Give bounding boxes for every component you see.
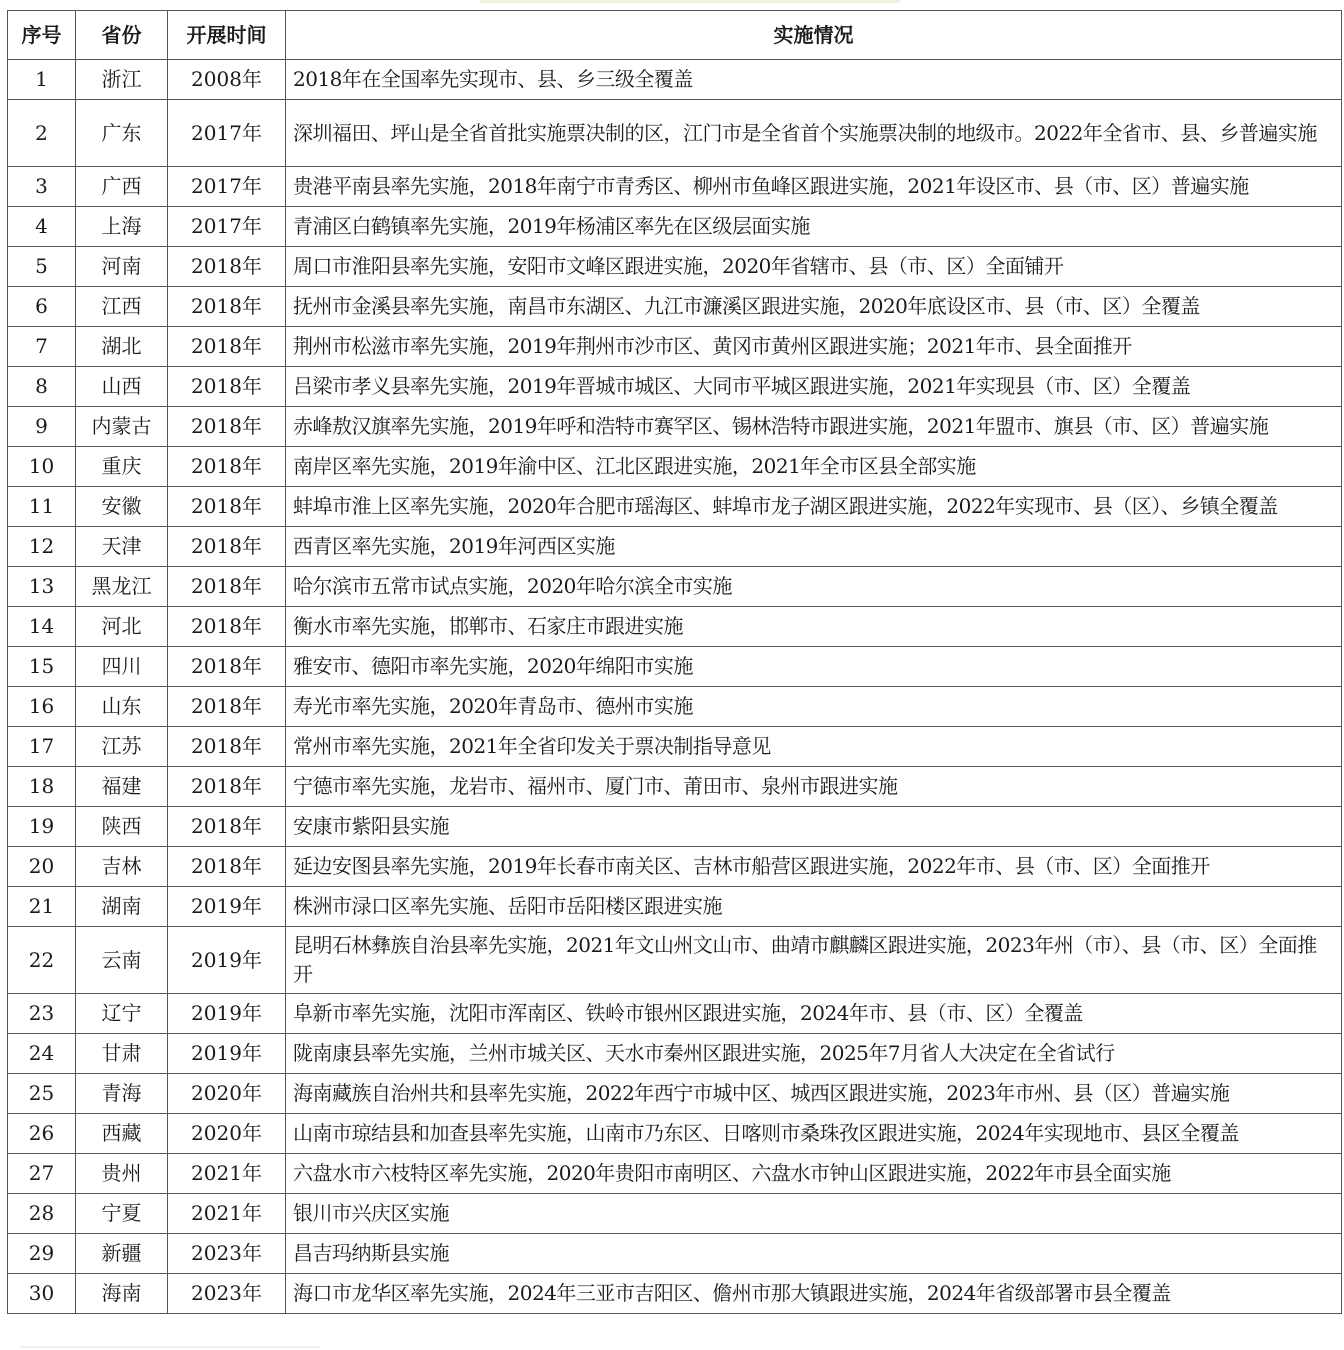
cell-start-time: 2019年 <box>168 994 286 1034</box>
cell-province: 黑龙江 <box>76 567 168 607</box>
cell-index: 30 <box>8 1274 76 1314</box>
cell-start-time: 2020年 <box>168 1074 286 1114</box>
cell-start-time: 2021年 <box>168 1194 286 1234</box>
table-row <box>8 407 1342 447</box>
table-row <box>8 247 1342 287</box>
cell-start-time: 2018年 <box>168 807 286 847</box>
cell-status: 蚌埠市淮上区率先实施，2020年合肥市瑶海区、蚌埠市龙子湖区跟进实施，2022年实现市、县（区）、乡镇全覆盖 <box>286 487 1342 527</box>
table-row <box>8 527 1342 567</box>
table-row <box>8 994 1342 1034</box>
cell-index: 5 <box>8 247 76 287</box>
table-row <box>8 287 1342 327</box>
cell-province: 四川 <box>76 647 168 687</box>
cell-index: 3 <box>8 167 76 207</box>
table-row <box>8 927 1342 994</box>
cell-index: 12 <box>8 527 76 567</box>
cell-index: 18 <box>8 767 76 807</box>
cell-province: 陕西 <box>76 807 168 847</box>
cell-province: 山东 <box>76 687 168 727</box>
cell-province: 福建 <box>76 767 168 807</box>
table-row <box>8 1274 1342 1314</box>
cell-province: 西藏 <box>76 1114 168 1154</box>
cell-province: 安徽 <box>76 487 168 527</box>
cell-start-time: 2017年 <box>168 167 286 207</box>
cell-status: 株洲市渌口区率先实施、岳阳市岳阳楼区跟进实施 <box>286 887 1342 927</box>
table-row <box>8 727 1342 767</box>
cell-start-time: 2020年 <box>168 1114 286 1154</box>
table-row <box>8 1154 1342 1194</box>
cell-province: 上海 <box>76 207 168 247</box>
implementation-table <box>7 10 1342 1314</box>
table-row <box>8 367 1342 407</box>
cell-province: 内蒙古 <box>76 407 168 447</box>
cell-start-time: 2018年 <box>168 527 286 567</box>
table-row <box>8 60 1342 100</box>
cell-index: 23 <box>8 994 76 1034</box>
table-row <box>8 207 1342 247</box>
cell-province: 新疆 <box>76 1234 168 1274</box>
cell-status: 六盘水市六枝特区率先实施，2020年贵阳市南明区、六盘水市钟山区跟进实施，2022年市县全面实施 <box>286 1154 1342 1194</box>
table-row <box>8 687 1342 727</box>
cell-status: 青浦区白鹤镇率先实施，2019年杨浦区率先在区级层面实施 <box>286 207 1342 247</box>
cell-index: 7 <box>8 327 76 367</box>
cell-index: 2 <box>8 100 76 167</box>
cell-start-time: 2018年 <box>168 487 286 527</box>
cell-status: 西青区率先实施，2019年河西区实施 <box>286 527 1342 567</box>
cell-index: 26 <box>8 1114 76 1154</box>
cell-status: 贵港平南县率先实施，2018年南宁市青秀区、柳州市鱼峰区跟进实施，2021年设区市、县（市、区）普遍实施 <box>286 167 1342 207</box>
cell-index: 25 <box>8 1074 76 1114</box>
table-row <box>8 847 1342 887</box>
cell-index: 16 <box>8 687 76 727</box>
cell-status: 哈尔滨市五常市试点实施，2020年哈尔滨全市实施 <box>286 567 1342 607</box>
cell-status: 南岸区率先实施，2019年渝中区、江北区跟进实施，2021年全市区县全部实施 <box>286 447 1342 487</box>
cell-province: 江苏 <box>76 727 168 767</box>
cell-province: 河南 <box>76 247 168 287</box>
table-row <box>8 887 1342 927</box>
table-row <box>8 447 1342 487</box>
cell-status: 2018年在全国率先实现市、县、乡三级全覆盖 <box>286 60 1342 100</box>
cell-status: 安康市紫阳县实施 <box>286 807 1342 847</box>
cell-start-time: 2017年 <box>168 100 286 167</box>
cell-index: 22 <box>8 927 76 994</box>
decorative-bottom-line <box>20 1346 320 1348</box>
table-header-row <box>8 11 1342 60</box>
cell-province: 宁夏 <box>76 1194 168 1234</box>
cell-start-time: 2018年 <box>168 367 286 407</box>
cell-index: 8 <box>8 367 76 407</box>
cell-province: 湖北 <box>76 327 168 367</box>
table-row <box>8 807 1342 847</box>
cell-start-time: 2018年 <box>168 567 286 607</box>
cell-start-time: 2008年 <box>168 60 286 100</box>
cell-index: 1 <box>8 60 76 100</box>
cell-province: 山西 <box>76 367 168 407</box>
cell-start-time: 2018年 <box>168 687 286 727</box>
cell-start-time: 2018年 <box>168 767 286 807</box>
cell-province: 广东 <box>76 100 168 167</box>
cell-status: 阜新市率先实施，沈阳市浑南区、铁岭市银州区跟进实施，2024年市、县（市、区）全覆盖 <box>286 994 1342 1034</box>
cell-index: 27 <box>8 1154 76 1194</box>
cell-index: 10 <box>8 447 76 487</box>
cell-start-time: 2017年 <box>168 207 286 247</box>
cell-status: 深圳福田、坪山是全省首批实施票决制的区，江门市是全省首个实施票决制的地级市。2022年全省市、县、乡普遍实施 <box>286 100 1342 167</box>
cell-index: 20 <box>8 847 76 887</box>
header-province: 省份 <box>76 11 168 60</box>
cell-province: 江西 <box>76 287 168 327</box>
cell-start-time: 2023年 <box>168 1274 286 1314</box>
table-row <box>8 647 1342 687</box>
cell-province: 甘肃 <box>76 1034 168 1074</box>
table-row <box>8 1114 1342 1154</box>
cell-status: 陇南康县率先实施，兰州市城关区、天水市秦州区跟进实施，2025年7月省人大决定在全省试行 <box>286 1034 1342 1074</box>
cell-index: 11 <box>8 487 76 527</box>
cell-start-time: 2018年 <box>168 607 286 647</box>
cell-status: 荆州市松滋市率先实施，2019年荆州市沙市区、黄冈市黄州区跟进实施；2021年市、县全面推开 <box>286 327 1342 367</box>
cell-province: 贵州 <box>76 1154 168 1194</box>
table-row <box>8 1234 1342 1274</box>
cell-status: 抚州市金溪县率先实施，南昌市东湖区、九江市濂溪区跟进实施，2020年底设区市、县（市、区）全覆盖 <box>286 287 1342 327</box>
cell-status: 昆明石林彝族自治县率先实施，2021年文山州文山市、曲靖市麒麟区跟进实施，2023年州（市）、县（市、区）全面推开 <box>286 927 1342 994</box>
cell-province: 云南 <box>76 927 168 994</box>
cell-start-time: 2019年 <box>168 1034 286 1074</box>
cell-start-time: 2019年 <box>168 887 286 927</box>
table-row <box>8 1034 1342 1074</box>
table-row <box>8 1074 1342 1114</box>
cell-status: 海南藏族自治州共和县率先实施，2022年西宁市城中区、城西区跟进实施，2023年市州、县（区）普遍实施 <box>286 1074 1342 1114</box>
cell-start-time: 2019年 <box>168 927 286 994</box>
table-row <box>8 607 1342 647</box>
cell-status: 赤峰敖汉旗率先实施，2019年呼和浩特市赛罕区、锡林浩特市跟进实施，2021年盟市、旗县（市、区）普遍实施 <box>286 407 1342 447</box>
table-row <box>8 567 1342 607</box>
cell-province: 湖南 <box>76 887 168 927</box>
cell-status: 宁德市率先实施，龙岩市、福州市、厦门市、莆田市、泉州市跟进实施 <box>286 767 1342 807</box>
cell-status: 周口市淮阳县率先实施，安阳市文峰区跟进实施，2020年省辖市、县（市、区）全面铺开 <box>286 247 1342 287</box>
cell-index: 13 <box>8 567 76 607</box>
table-row <box>8 1194 1342 1234</box>
table-row <box>8 327 1342 367</box>
cell-province: 天津 <box>76 527 168 567</box>
cell-index: 15 <box>8 647 76 687</box>
cell-status: 昌吉玛纳斯县实施 <box>286 1234 1342 1274</box>
table-row <box>8 487 1342 527</box>
header-index: 序号 <box>8 11 76 60</box>
cell-province: 海南 <box>76 1274 168 1314</box>
table-row <box>8 167 1342 207</box>
cell-status: 寿光市率先实施，2020年青岛市、德州市实施 <box>286 687 1342 727</box>
cell-index: 17 <box>8 727 76 767</box>
cell-status: 海口市龙华区率先实施，2024年三亚市吉阳区、儋州市那大镇跟进实施，2024年省级部署市县全覆盖 <box>286 1274 1342 1314</box>
cell-start-time: 2021年 <box>168 1154 286 1194</box>
cell-status: 山南市琼结县和加查县率先实施，山南市乃东区、日喀则市桑珠孜区跟进实施，2024年实现地市、县区全覆盖 <box>286 1114 1342 1154</box>
cell-start-time: 2023年 <box>168 1234 286 1274</box>
table-row <box>8 100 1342 167</box>
cell-start-time: 2018年 <box>168 847 286 887</box>
cell-province: 青海 <box>76 1074 168 1114</box>
cell-province: 吉林 <box>76 847 168 887</box>
cell-province: 重庆 <box>76 447 168 487</box>
decorative-top-line <box>480 0 900 3</box>
cell-start-time: 2018年 <box>168 447 286 487</box>
cell-index: 19 <box>8 807 76 847</box>
cell-index: 6 <box>8 287 76 327</box>
cell-start-time: 2018年 <box>168 247 286 287</box>
cell-status: 衡水市率先实施，邯郸市、石家庄市跟进实施 <box>286 607 1342 647</box>
cell-start-time: 2018年 <box>168 287 286 327</box>
cell-province: 广西 <box>76 167 168 207</box>
cell-status: 雅安市、德阳市率先实施，2020年绵阳市实施 <box>286 647 1342 687</box>
cell-status: 银川市兴庆区实施 <box>286 1194 1342 1234</box>
table-row <box>8 767 1342 807</box>
cell-index: 21 <box>8 887 76 927</box>
cell-index: 4 <box>8 207 76 247</box>
cell-start-time: 2018年 <box>168 647 286 687</box>
cell-index: 29 <box>8 1234 76 1274</box>
cell-province: 辽宁 <box>76 994 168 1034</box>
cell-index: 14 <box>8 607 76 647</box>
cell-start-time: 2018年 <box>168 327 286 367</box>
header-status: 实施情况 <box>286 11 1342 60</box>
cell-start-time: 2018年 <box>168 727 286 767</box>
cell-start-time: 2018年 <box>168 407 286 447</box>
cell-province: 浙江 <box>76 60 168 100</box>
cell-status: 常州市率先实施，2021年全省印发关于票决制指导意见 <box>286 727 1342 767</box>
cell-index: 9 <box>8 407 76 447</box>
cell-province: 河北 <box>76 607 168 647</box>
header-start-time: 开展时间 <box>168 11 286 60</box>
cell-index: 28 <box>8 1194 76 1234</box>
cell-status: 吕梁市孝义县率先实施，2019年晋城市城区、大同市平城区跟进实施，2021年实现县（市、区）全覆盖 <box>286 367 1342 407</box>
cell-status: 延边安图县率先实施，2019年长春市南关区、吉林市船营区跟进实施，2022年市、县（市、区）全面推开 <box>286 847 1342 887</box>
cell-index: 24 <box>8 1034 76 1074</box>
table-body <box>8 60 1342 1314</box>
